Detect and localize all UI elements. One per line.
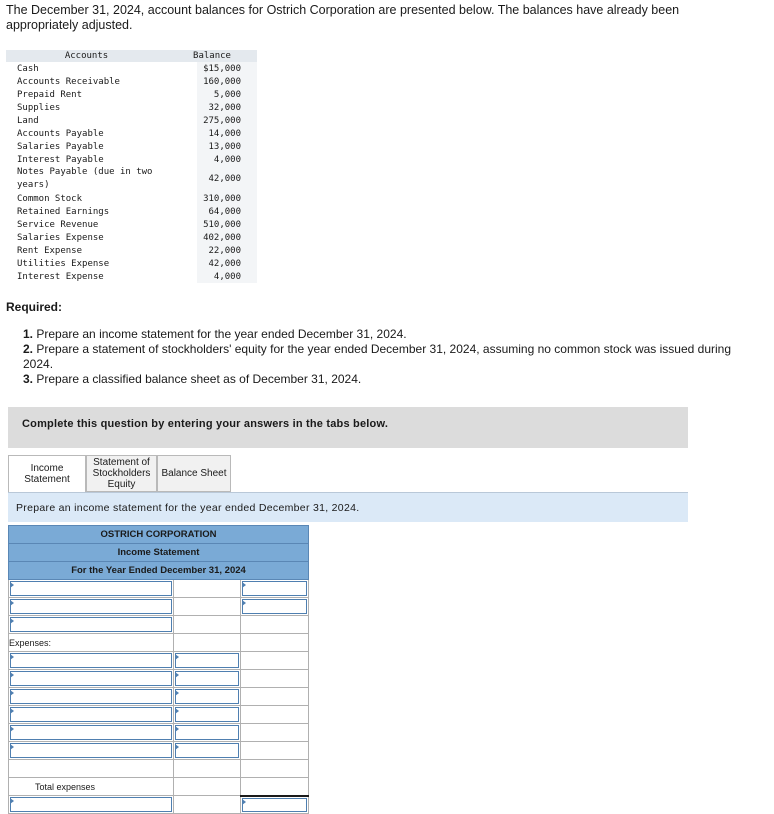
table-row [6,114,257,127]
table-row [6,166,257,192]
account-name: Interest Payable [6,153,167,166]
expenses-label: Expenses: [9,634,174,652]
table-row [9,706,309,724]
table-row [6,231,257,244]
expense-item-select[interactable] [9,670,174,688]
table-row [9,724,309,742]
total-expenses-label: Total expenses [9,778,174,796]
line-item-select[interactable] [9,598,174,616]
table-row [9,652,309,670]
header-balance: Balance [167,50,257,62]
complete-question-text: Complete this question by entering your answers in the tabs below. [22,418,389,430]
account-name: Salaries Expense [6,231,167,244]
expense-amount-input[interactable] [174,706,241,724]
table-row [9,580,309,598]
required-item-1 [23,327,743,342]
tab-balance-sheet[interactable]: Balance Sheet [157,455,231,492]
account-balance: 32,000 [197,101,257,114]
account-name: Common Stock [6,192,167,205]
account-balances-table [6,50,257,283]
expense-item-select[interactable] [9,724,174,742]
account-balance: 5,000 [197,88,257,101]
table-row [9,760,309,778]
account-name: Accounts Receivable [6,75,167,88]
account-name: Utilities Expense [6,257,167,270]
account-name: Rent Expense [6,244,167,257]
account-name: Cash [6,62,167,75]
answer-tabs [8,455,231,492]
account-name: Notes Payable (due in two years) [6,166,167,192]
account-name: Salaries Payable [6,140,167,153]
item-text: Prepare a statement of stockholders' equity for the year ended December 31, 2024, assuming no common stock was issued during 2024. [23,342,732,371]
expense-amount-input[interactable] [174,652,241,670]
table-row [9,634,309,652]
account-balance: 275,000 [197,114,257,127]
table-row [6,62,257,75]
account-name: Retained Earnings [6,205,167,218]
table-row [9,616,309,634]
amount-input[interactable] [241,580,309,598]
account-balance: 22,000 [197,244,257,257]
header-accounts: Accounts [6,50,167,62]
statement-title: Income Statement [9,544,309,562]
line-item-select[interactable] [9,616,174,634]
account-name: Land [6,114,167,127]
item-number: 2. [23,342,34,356]
account-balance: 4,000 [197,270,257,283]
table-row [6,192,257,205]
account-balance: 13,000 [197,140,257,153]
expense-amount-input[interactable] [174,742,241,760]
item-text: Prepare a classified balance sheet as of December 31, 2024. [36,372,362,386]
account-name: Service Revenue [6,218,167,231]
account-balance: 310,000 [197,192,257,205]
account-balance: $15,000 [197,62,257,75]
account-balance: 42,000 [197,166,257,192]
total-expenses-amount [241,778,309,796]
amount-input[interactable] [241,598,309,616]
complete-question-banner [8,407,688,448]
intro-text: The December 31, 2024, account balances for Ostrich Corporation are presented below. The balances have already been appropriately adjusted. [6,3,680,32]
expense-item-select[interactable] [9,706,174,724]
table-row [6,88,257,101]
table-row [9,688,309,706]
table-row [9,742,309,760]
tab-income-statement[interactable]: Income Statement [8,455,86,493]
expense-amount-input[interactable] [174,670,241,688]
table-row [6,75,257,88]
expense-item-select[interactable] [9,652,174,670]
tab-instruction [8,492,688,522]
expense-item-select[interactable] [9,688,174,706]
company-name: OSTRICH CORPORATION [9,526,309,544]
expense-amount-input[interactable] [174,688,241,706]
table-row [9,598,309,616]
account-name: Accounts Payable [6,127,167,140]
item-number: 1. [23,327,34,341]
expense-item-select[interactable] [9,742,174,760]
required-item-2 [23,342,743,372]
account-balance: 14,000 [197,127,257,140]
table-row [6,218,257,231]
account-name: Interest Expense [6,270,167,283]
account-balance: 402,000 [197,231,257,244]
item-text: Prepare an income statement for the year ended December 31, 2024. [36,327,407,341]
table-row [6,140,257,153]
tab-stockholders-equity[interactable]: Statement of Stockholders Equity [86,455,157,492]
table-row [6,270,257,283]
table-row [6,127,257,140]
account-name: Prepaid Rent [6,88,167,101]
table-row [6,244,257,257]
table-row [9,670,309,688]
account-balance: 510,000 [197,218,257,231]
account-balance: 64,000 [197,205,257,218]
table-row [6,101,257,114]
line-item-select[interactable] [9,580,174,598]
expense-amount-input[interactable] [174,724,241,742]
account-balance: 160,000 [197,75,257,88]
required-list [23,327,743,387]
required-item-3 [23,372,743,387]
table-row [9,778,309,796]
account-balance: 42,000 [197,257,257,270]
income-statement-form [8,525,309,814]
table-row [6,205,257,218]
required-title: Required: [6,300,63,314]
instruction-text: Prepare an income statement for the year ended December 31, 2024. [16,502,360,514]
statement-period: For the Year Ended December 31, 2024 [9,562,309,580]
table-row [6,153,257,166]
table-row [6,257,257,270]
account-balance: 4,000 [197,153,257,166]
account-name: Supplies [6,101,167,114]
item-number: 3. [23,372,34,386]
